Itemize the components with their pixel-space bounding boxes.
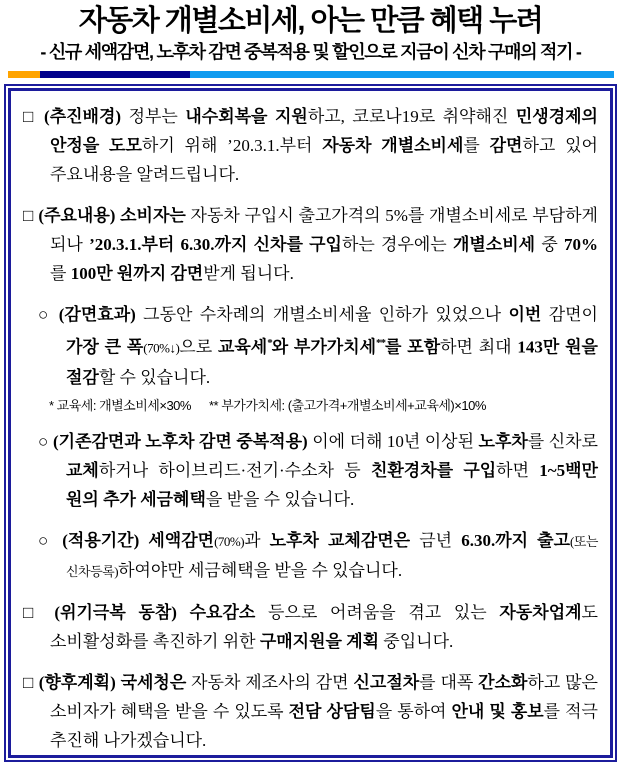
text-segment: 으로 [179, 337, 218, 357]
text-segment: ** 부가가치세: (출고가격+개별소비세+교육세)×10% [208, 397, 486, 413]
text-segment: 포함 [407, 337, 441, 357]
text-segment: 자동차 개별소비세 [322, 136, 464, 155]
text-segment: ** [376, 337, 386, 349]
text-segment: 를 [50, 264, 71, 283]
text-segment: * 교육세: 개별소비세×30% [49, 397, 191, 413]
text-segment: 받게 됩니다. [203, 264, 294, 283]
page-subtitle: - 신규 세액감면, 노후차 감면 중복적용 및 할인으로 지금이 신차 구매의 적기 - [40, 42, 581, 62]
text-segment: 간소화 [478, 672, 528, 692]
text-segment: 개별소비세 [452, 235, 536, 254]
text-segment: 할 수 있습니다. [98, 367, 211, 387]
text-segment: 하거나 하이브리드·전기·수소차 등 [98, 460, 371, 480]
bar-segment-orange [8, 71, 40, 78]
text-segment: 하여야만 세금혜택을 받을 수 있습니다. [118, 560, 403, 580]
document-header [0, 0, 621, 64]
square-bullet-icon: □ [23, 602, 55, 622]
text-segment: 하기 위해 ’20.3.1.부터 [141, 136, 323, 155]
para-combined-reduction [38, 427, 598, 514]
circle-bullet-icon: ○ [38, 305, 59, 324]
text-segment: 구매지원을 계획 [259, 631, 380, 651]
text-segment: 이에 더해 10년 이상된 [312, 431, 479, 451]
page-title: 자동차 개별소비세, 아는 만큼 혜택 누려 [78, 5, 543, 37]
square-bullet-icon: □ [23, 672, 39, 692]
text-segment: 하고 많은 소비자가 혜택을 받을 수 있도록 [50, 672, 598, 721]
text-segment: 자동차 제조사의 감면 [186, 672, 354, 692]
para-reduction-effect [38, 300, 598, 392]
text-segment: 이번 [508, 305, 542, 324]
bar-segment-navy [40, 71, 190, 78]
text-segment: 하면 [496, 460, 540, 480]
text-segment: 과 [244, 530, 270, 550]
text-segment: 을 받을 수 있습니다. [205, 489, 355, 509]
text-segment: (위기극복 동참) 수요감소 [54, 602, 256, 622]
text-segment: * [267, 337, 272, 349]
text-segment: 를 [385, 337, 408, 357]
text-segment: 을 통하여 [375, 701, 452, 721]
text-segment [528, 531, 537, 550]
text-segment: 감면이 [541, 305, 598, 324]
notice-box [4, 84, 617, 762]
text-segment: 하는 경우에는 [341, 235, 453, 254]
text-segment: 부가가치세 [293, 337, 377, 357]
para-application-period [38, 526, 598, 586]
footnote-tax-formulas [49, 397, 598, 415]
text-segment: 70% [563, 235, 598, 254]
text-segment: (감면효과) [58, 305, 144, 324]
para-future-plan [23, 668, 598, 755]
text-segment: 노후차 교체감면은 [269, 530, 411, 550]
text-segment: 가장 큰 폭 [66, 337, 144, 357]
text-segment: 하고 있어 주요내용을 알려드립니다. [50, 136, 598, 184]
text-segment: (추진배경) [44, 107, 129, 126]
text-segment: 민생경제의 안정을 도모 [50, 107, 598, 155]
text-segment: 내수회복을 지원 [185, 107, 308, 126]
circle-bullet-icon: ○ [38, 431, 53, 451]
text-segment: (기존감면과 노후차 감면 중복적용) [53, 431, 313, 451]
text-segment: 금년 [410, 530, 462, 550]
text-segment: 중입니다. [379, 631, 454, 651]
text-segment: 안내 및 홍보 [451, 701, 544, 721]
text-segment: 교육세 [217, 337, 268, 357]
text-segment: 교체 [66, 460, 99, 480]
text-segment: (70%) [214, 533, 245, 549]
text-segment: 중 [535, 235, 564, 254]
notice-body [8, 88, 613, 758]
para-main-content [23, 201, 598, 288]
text-segment: 100만 원까지 감면 [70, 264, 204, 283]
text-segment: 전담 상담팀 [288, 701, 376, 721]
text-segment: 와 [271, 337, 294, 357]
square-bullet-icon: □ [23, 206, 39, 225]
text-segment: (70%↓) [143, 340, 180, 356]
text-segment: 를 적극 추진해 나가겠습니다. [50, 701, 598, 750]
text-segment: 1~5백만 원의 추가 세금혜택 [66, 460, 598, 509]
text-segment: (적용기간) 세액감면 [62, 530, 215, 550]
text-segment: 감면 [489, 136, 523, 155]
text-segment: 노후차 [478, 431, 528, 451]
text-segment: (또는 신차등록) [66, 533, 598, 579]
circle-bullet-icon: ○ [38, 530, 63, 550]
text-segment: 하면 최대 [440, 337, 518, 357]
para-crisis-support [23, 598, 598, 656]
text-segment: 하고, 코로나19로 취약해진 [307, 107, 516, 126]
para-background [23, 102, 598, 189]
text-segment: 를 대폭 [419, 672, 479, 692]
square-bullet-icon: □ [23, 107, 45, 126]
text-segment: 그동안 수차례의 개별소비세율 인하가 있었으나 [143, 305, 509, 324]
text-segment: 출고 [537, 530, 571, 550]
text-segment: 등으로 어려움을 겪고 있는 [255, 602, 500, 622]
text-segment: ’20.3.1.부터 6.30.까지 신차를 구입 [89, 235, 342, 254]
text-segment: 를 신차로 [527, 431, 598, 451]
text-segment: (향후계획) 국세청은 [38, 672, 187, 692]
text-segment: 정부는 [128, 107, 186, 126]
text-segment: 친환경차를 구입 [370, 460, 497, 480]
text-segment: 6.30.까지 [461, 530, 529, 550]
text-segment: 143만 원을 절감 [66, 337, 598, 387]
bar-segment-sky [190, 71, 614, 78]
accent-bar [8, 71, 614, 78]
text-segment: 자동차 구입시 출고가격의 5%를 개별소비세로 부담하게 되나 [50, 206, 598, 254]
text-segment: (주요내용) 소비자는 [38, 206, 186, 225]
text-segment: 를 [463, 136, 490, 155]
text-segment: 도 소비활성화를 촉진하기 위한 [50, 602, 598, 651]
text-segment: 자동차업계 [499, 602, 582, 622]
text-segment: 신고절차 [353, 672, 420, 692]
